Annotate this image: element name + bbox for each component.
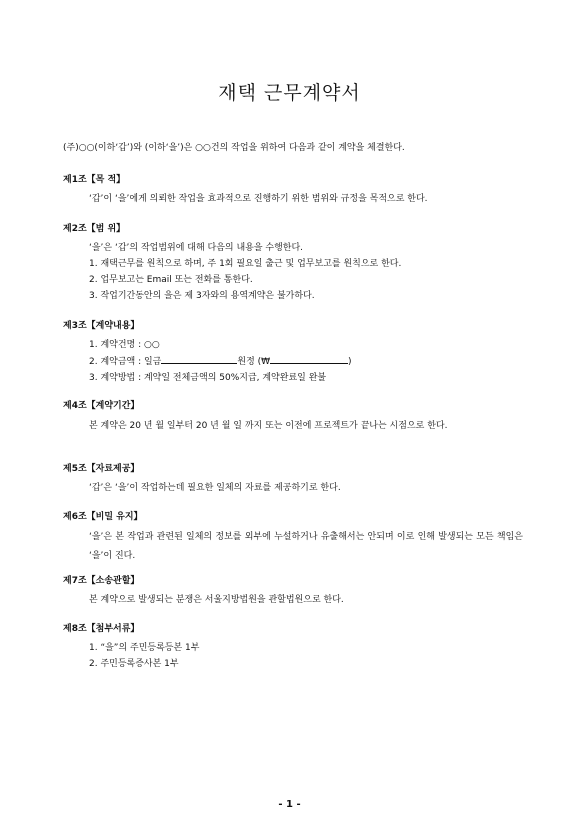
article-1-heading: 제1조【목 적】 <box>63 175 126 185</box>
amount-korean-blank <box>161 353 237 364</box>
article-3-line-1: 1. 계약건명 : ○○ <box>89 340 160 350</box>
amount-won-label: 원정 (₩ <box>237 357 271 367</box>
article-6-heading: 제6조【비밀 유지】 <box>63 512 143 522</box>
intro-paragraph: (주)○○(이하‘갑’)와 (이하‘을’)은 ○○건의 작업을 위하여 다음과 같이 계약을 체결한다. <box>63 143 405 153</box>
article-1 <box>63 172 523 207</box>
article-2-line-2: 1. 재택근무를 원칙으로 하며, 주 1회 필요일 출근 및 업무보고를 원칙으로 한다. <box>89 259 402 269</box>
page-number: - 1 - <box>278 799 301 810</box>
article-5 <box>63 461 523 496</box>
amount-close-paren: ) <box>348 357 352 367</box>
article-8-line-2: 2. 주민등록증사본 1부 <box>89 659 179 669</box>
article-2-line-4: 3. 작업기간동안의 을은 제 3자와의 용역계약은 불가하다. <box>89 291 315 301</box>
article-2-line-1: ‘을’은 ‘갑’의 작업범위에 대해 다음의 내용을 수행한다. <box>89 243 304 253</box>
article-2-heading: 제2조【범 위】 <box>63 224 126 234</box>
article-7-heading: 제7조【소송관할】 <box>63 576 140 586</box>
article-6-text: ‘을’은 본 작업과 관련된 일체의 정보를 외부에 누설하거나 유출해서는 안되며 이로 인해 발생되는 모든 책임은 ‘을’이 진다. <box>89 532 523 561</box>
article-1-text: ‘갑’이 ‘을’에게 의뢰한 작업을 효과적으로 진행하기 위한 범위와 규정을 목적으로 한다. <box>89 194 428 204</box>
article-3-heading: 제3조【계약내용】 <box>63 321 140 331</box>
article-4-text: 본 계약은 20 년 월 일부터 20 년 월 일 까지 또는 이전에 프로젝트가 끝나는 시점으로 한다. <box>89 421 448 431</box>
article-5-text: ‘갑’은 ‘을’이 작업하는데 필요한 일체의 자료를 제공하기로 한다. <box>89 483 341 493</box>
amount-number-blank <box>270 353 348 364</box>
article-7-text: 본 계약으로 발생되는 분쟁은 서울지방법원을 관할법원으로 한다. <box>89 595 344 605</box>
article-8-heading: 제8조【첨부서류】 <box>63 624 140 634</box>
article-8 <box>63 621 523 672</box>
article-6 <box>63 509 523 566</box>
article-3-line-2 <box>89 353 523 370</box>
document-title: 재택 근무계약서 <box>218 82 361 104</box>
contract-amount-label: 2. 계약금액 : 일금 <box>89 357 162 367</box>
article-4 <box>63 398 523 436</box>
article-3-line-3: 3. 계약방법 : 계약일 전체금액의 50%지급, 계약완료일 완불 <box>89 373 327 383</box>
article-8-line-1: 1. “을”의 주민등록등본 1부 <box>89 643 200 653</box>
article-2-line-3: 2. 업무보고는 Email 또는 전화를 통한다. <box>89 275 253 285</box>
article-3 <box>63 318 523 386</box>
article-4-heading: 제4조【계약기간】 <box>63 401 140 411</box>
article-2 <box>63 221 523 304</box>
article-7 <box>63 573 523 608</box>
article-5-heading: 제5조【자료제공】 <box>63 464 140 474</box>
